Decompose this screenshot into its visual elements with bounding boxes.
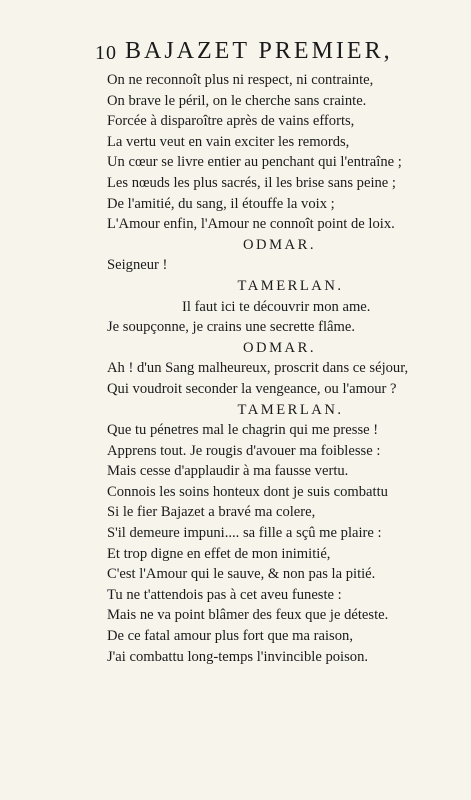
verse-line: Forcée à disparoître après de vains efforts,	[107, 113, 355, 130]
verse-line: Et trop digne en effet de mon inimitié,	[107, 545, 331, 562]
verse-line: Seigneur !	[107, 257, 168, 274]
verse-line: C'est l'Amour qui le sauve, & non pas la pitié.	[107, 566, 376, 583]
speaker-name: TAMERLAN.	[237, 277, 344, 294]
verse-line: Les nœuds les plus sacrés, il les brise sans peine ;	[107, 174, 396, 191]
verse-line: Connois les soins honteux dont je suis combattu	[107, 483, 388, 500]
running-title: BAJAZET PREMIER,	[125, 38, 393, 64]
verse-line: S'il demeure impuni.... sa fille a sçû me plaire :	[107, 525, 382, 542]
verse-line: De l'amitié, du sang, il étouffe la voix ;	[107, 195, 335, 212]
verse-line: Mais cesse d'applaudir à ma fausse vertu.	[107, 463, 349, 480]
verse-line: Apprens tout. Je rougis d'avouer ma foiblesse :	[107, 442, 381, 459]
verse-line: Tu ne t'attendois pas à cet aveu funeste :	[107, 586, 342, 603]
page-number: 10	[95, 42, 117, 64]
verse-text	[107, 70, 452, 667]
page-header	[95, 38, 445, 68]
speaker-name: ODMAR.	[243, 339, 316, 356]
verse-line: Mais ne va point blâmer des feux que je déteste.	[107, 607, 389, 624]
verse-line: On brave le péril, on le cherche sans crainte.	[107, 92, 367, 109]
verse-line: Que tu pénetres mal le chagrin qui me presse !	[107, 422, 379, 439]
verse-line: Il faut ici te découvrir mon ame.	[182, 298, 371, 315]
verse-line: Si le fier Bajazet a bravé ma colere,	[107, 504, 316, 521]
verse-line: Un cœur se livre entier au penchant qui l'entraîne ;	[107, 154, 402, 171]
verse-line: Je soupçonne, je crains une secrette flâme.	[107, 319, 355, 336]
verse-line: J'ai combattu long-temps l'invincible poison.	[107, 648, 369, 665]
verse-line: On ne reconnoît plus ni respect, ni contrainte,	[107, 72, 374, 88]
verse-line: De ce fatal amour plus fort que ma raison,	[107, 628, 353, 645]
verse-line: Qui voudroit seconder la vengeance, ou l'amour ?	[107, 380, 397, 397]
verse-line: L'Amour enfin, l'Amour ne connoît point de loix.	[107, 216, 395, 233]
speaker-name: TAMERLAN.	[237, 401, 344, 418]
verse-line: La vertu veut en vain exciter les remords,	[107, 133, 350, 150]
verse-line: Ah ! d'un Sang malheureux, proscrit dans ce séjour,	[107, 360, 409, 377]
speaker-name: ODMAR.	[243, 236, 316, 253]
